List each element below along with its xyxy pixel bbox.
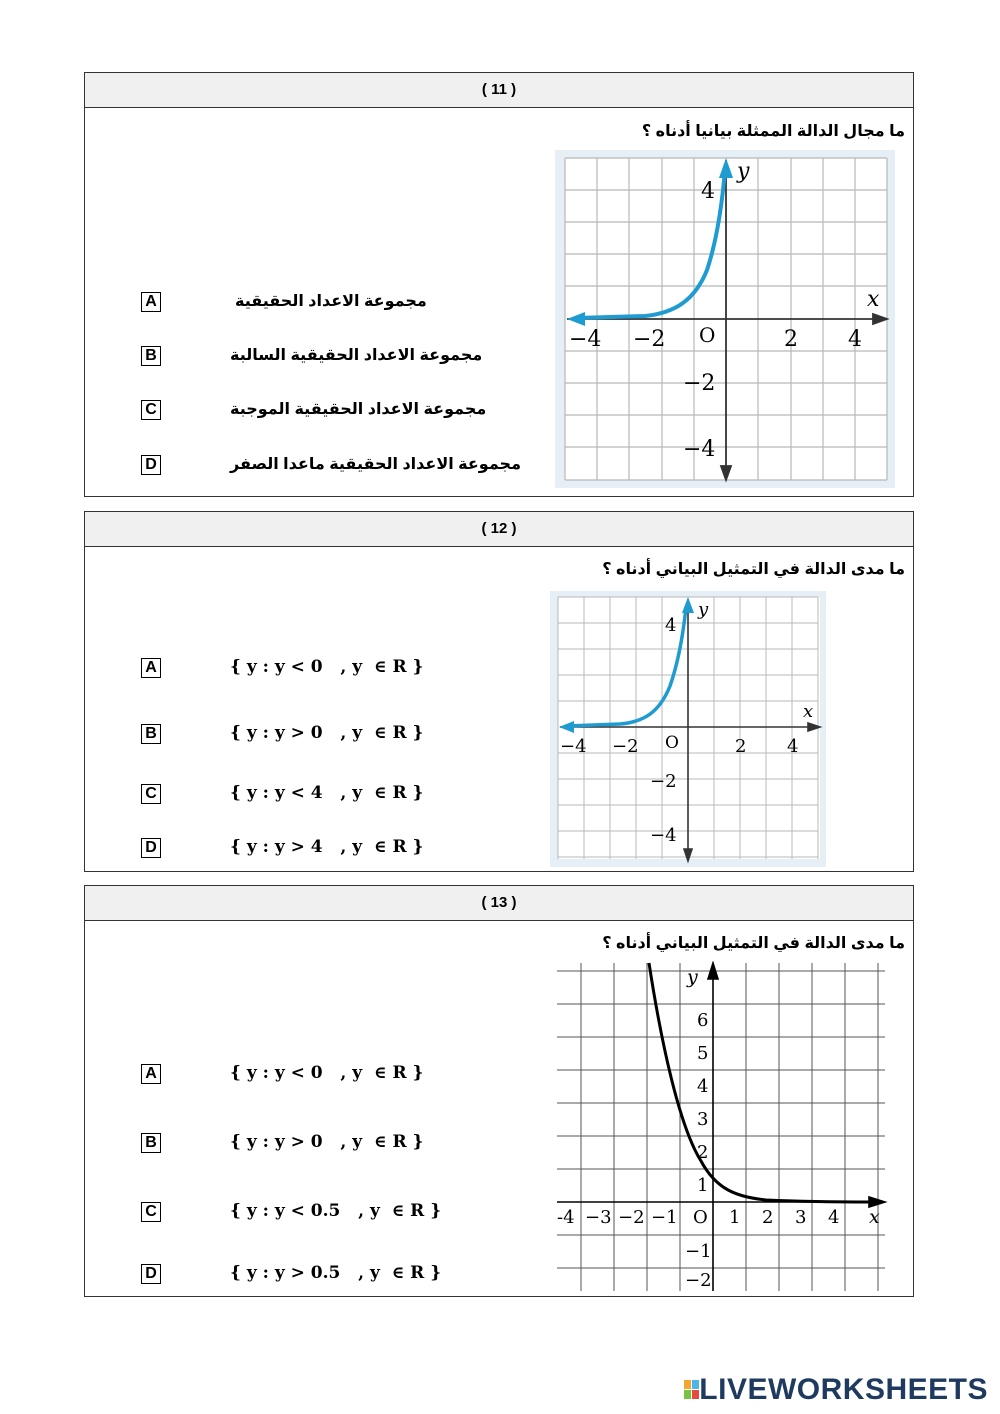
x-tick: 2 (762, 1207, 774, 1228)
x-tick: 2 (735, 736, 747, 757)
x-tick: −2 (633, 327, 666, 352)
option-b-text: { y : y > 0 , y ∈ R } (230, 723, 424, 743)
option-c-text: مجموعة الاعداد الحقيقية الموجبة (230, 401, 487, 418)
option-b-box[interactable]: B (141, 724, 161, 744)
option-a-box[interactable]: A (141, 292, 161, 312)
y-tick: 4 (701, 179, 715, 204)
y-tick: −1 (685, 1241, 712, 1262)
option-d-box[interactable]: D (141, 838, 161, 858)
question-11 (84, 72, 914, 497)
question-13 (84, 885, 914, 1297)
x-tick: −4 (569, 327, 602, 352)
origin-label: O (665, 733, 679, 753)
option-b-box[interactable]: B (141, 1133, 161, 1153)
x-tick: −1 (651, 1207, 678, 1228)
x-tick: 4 (828, 1207, 840, 1228)
option-d-box[interactable]: D (141, 455, 161, 475)
x-axis-label: x (869, 1206, 880, 1228)
y-tick: 4 (665, 615, 677, 636)
option-c-text: { y : y < 0.5 , y ∈ R } (230, 1201, 442, 1221)
y-tick: 3 (697, 1109, 709, 1130)
y-tick: −2 (650, 771, 677, 792)
x-axis-label: x (803, 701, 814, 722)
y-tick: 1 (697, 1175, 709, 1196)
y-axis-label: y (698, 599, 709, 620)
question-prompt: ما مدى الدالة في التمثيل البياني أدناه ؟ (602, 561, 905, 578)
liveworksheets-logo: LIVEWORKSHEETS (699, 1373, 988, 1406)
question-prompt: ما مدى الدالة في التمثيل البياني أدناه ؟ (602, 935, 905, 952)
option-b-text: { y : y > 0 , y ∈ R } (230, 1132, 424, 1152)
question-number: ( 13 ) (85, 886, 913, 921)
x-axis-label: x (867, 287, 880, 312)
option-a-text: { y : y < 0 , y ∈ R } (230, 657, 424, 677)
y-tick: 5 (697, 1043, 709, 1064)
option-d-text: { y : y > 4 , y ∈ R } (230, 837, 424, 857)
y-tick: −4 (683, 437, 716, 462)
option-c-box[interactable]: C (141, 784, 161, 804)
question-number: ( 12 ) (85, 512, 913, 547)
x-tick: 1 (729, 1207, 741, 1228)
option-a-text: مجموعة الاعداد الحقيقية (235, 293, 427, 310)
x-tick: -4 (557, 1207, 575, 1228)
question-prompt: ما مجال الدالة الممثلة بيانيا أدناه ؟ (641, 123, 905, 140)
question-12 (84, 511, 914, 872)
y-tick: 2 (697, 1142, 709, 1163)
option-a-box[interactable]: A (141, 658, 161, 678)
option-d-box[interactable]: D (141, 1264, 161, 1284)
option-c-box[interactable]: C (141, 1202, 161, 1222)
option-a-text: { y : y < 0 , y ∈ R } (230, 1063, 424, 1083)
exponential-curve (649, 963, 871, 1202)
question-number: ( 11 ) (85, 73, 913, 108)
y-axis-label: y (687, 966, 698, 988)
y-tick: −2 (685, 1270, 712, 1291)
origin-label: O (693, 1207, 708, 1228)
graph-exponential-decay (551, 961, 891, 1291)
logo-icon (684, 1380, 700, 1400)
option-d-text: مجموعة الاعداد الحقيقية ماعدا الصفر (230, 456, 521, 473)
origin-label: O (699, 323, 716, 347)
x-tick: 2 (784, 327, 798, 352)
option-d-text: { y : y > 0.5 , y ∈ R } (230, 1263, 442, 1283)
option-b-box[interactable]: B (141, 346, 161, 366)
y-tick: 4 (697, 1076, 709, 1097)
option-a-box[interactable]: A (141, 1064, 161, 1084)
x-tick: 4 (848, 327, 862, 352)
option-c-text: { y : y < 4 , y ∈ R } (230, 783, 424, 803)
graph-exponential-growth (555, 150, 895, 488)
y-tick: 6 (697, 1010, 709, 1031)
y-axis-label: y (737, 159, 750, 184)
x-tick: −2 (618, 1207, 645, 1228)
graph-exponential-growth (550, 591, 826, 867)
y-tick: −4 (650, 825, 677, 846)
x-tick: −4 (560, 736, 587, 757)
x-tick: −3 (585, 1207, 612, 1228)
y-tick: −2 (683, 371, 716, 396)
option-c-box[interactable]: C (141, 400, 161, 420)
x-tick: 4 (787, 736, 799, 757)
x-tick: 3 (795, 1207, 807, 1228)
x-tick: −2 (612, 736, 639, 757)
option-b-text: مجموعة الاعداد الحقيقية السالبة (230, 347, 483, 364)
